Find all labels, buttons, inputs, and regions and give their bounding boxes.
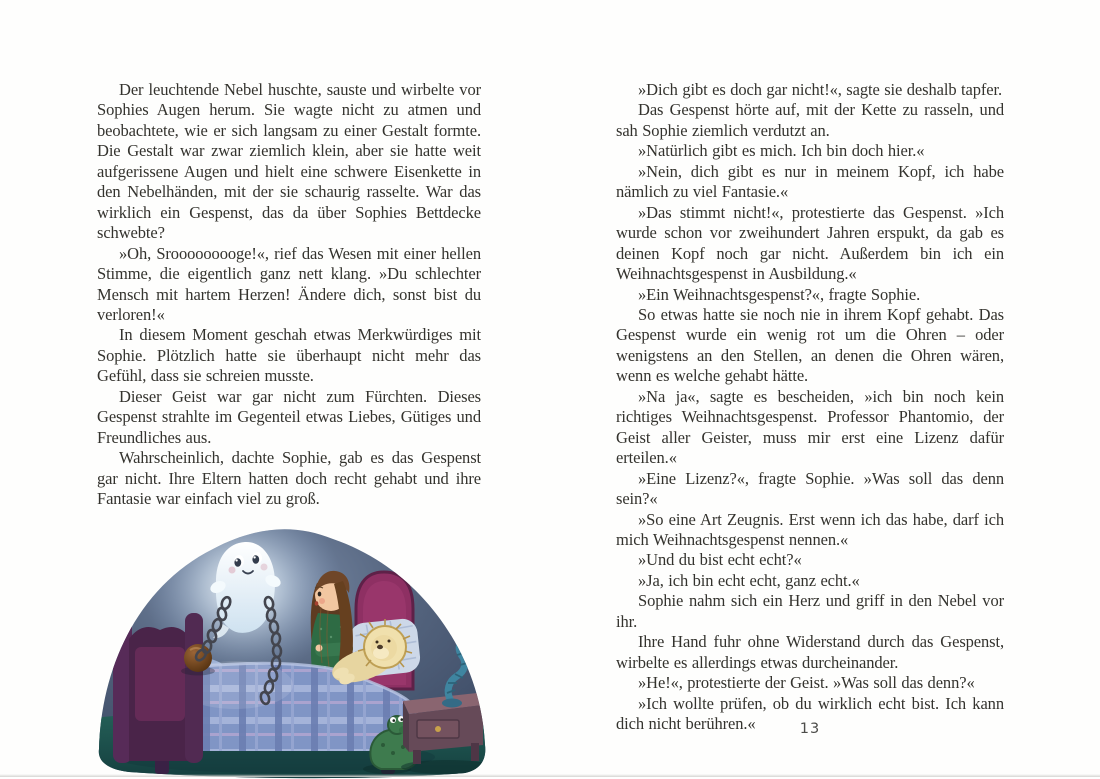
paragraph: »Ja, ich bin echt echt, ganz echt.« [638,570,860,590]
drawer-knob [435,726,441,732]
paragraph: »Natürlich gibt es mich. Ich bin doch hier.« [638,141,925,161]
paragraph: In diesem Moment geschah etwas Merkwürdiges mit Sophie. Plötzlich hatte sie überhaupt nicht mehr das Gefühl, dass sie schreien musste. [97,325,481,386]
ghost-cheek-left [229,567,236,574]
paragraph: »Ich wollte prüfen, ob du wirklich echt bist. Ich kann dich nicht berühren.« [616,693,1004,734]
paragraph: Ihre Hand fuhr ohne Widerstand durch das Gespenst, wirbelte es allerdings etwas durcheinander. [616,632,1004,672]
paragraph: »Na ja«, sagte es bescheiden, »ich bin noch kein richtiges Weihnachtsgespenst. Professor Phantomio, der Geist aller Geister, muss mir erst eine Lizenz dafür erteilen.« [616,386,1004,468]
ghost-cheek-right [261,564,268,571]
girl-hand [316,645,323,652]
ghost-eye-left [234,558,241,567]
paragraph: »He!«, protestierte der Geist. »Was soll das denn?« [638,673,975,693]
paragraph: »Eine Lizenz?«, fragte Sophie. »Was soll das denn sein?« [616,468,1004,509]
ghost-eye-right [252,555,259,564]
footboard [113,609,203,763]
left-page-text [97,80,481,510]
paragraph: Das Gespenst hörte auf, mit der Kette zu rasseln, und sah Sophie ziemlich verdutzt an. [616,100,1004,140]
paragraph: »So eine Art Zeugnis. Erst wenn ich das habe, darf ich mich Weihnachtsgespenst nennen.« [616,509,1004,549]
paragraph: »Das stimmt nicht!«, protestierte das Gespenst. »Ich wurde schon vor zweihundert Jahren erspukt, da gab es deinen Kopf noch gar nicht. Außerdem bin ich ein Weihnachtsgespenst in Ausbildung.« [616,202,1004,284]
paragraph: »Ein Weihnachtsgespenst?«, fragte Sophie. [638,284,921,304]
bedroom-illustration [85,517,505,779]
paragraph: »Dich gibt es doch gar nicht!«, sagte sie deshalb tapfer. [638,80,1002,99]
girl-blush [319,598,325,604]
paragraph: Dieser Geist war gar nicht zum Fürchten. Dieses Gespenst strahlte im Gegenteil etwas Liebes, Gütiges und Freundliches aus. [97,386,481,447]
paragraph: Der leuchtende Nebel huschte, sauste und wirbelte vor Sophies Augen herum. Sie wagte nicht zu atmen und beobachtete, wie er sich langsam zu einer Gestalt formte. Die Gestalt war zwar ziemlich klein, aber sie hatte weit aufgerissene Augen und hielt eine schwere Eisenkette in den Nebelhänden, mit der sie schaurig rasselte. War das wirklich ein Gespenst, das da über Sophies Bettdecke schwebte? [97,80,481,243]
paragraph: »Nein, dich gibt es nur in meinem Kopf, ich habe nämlich zu viel Fantasie.« [616,161,1004,202]
page-number: 13 [799,721,821,737]
paragraph: »Oh, Srooooooooge!«, rief das Wesen mit einer hellen Stimme, die eigentlich ganz nett klang. »Du schlechter Mensch mit hartem Herzen! Ändere dich, sonst bist du verloren!« [97,243,481,324]
right-page-text [616,80,1004,735]
night-room-dome [85,517,505,779]
girl-eye [318,592,322,597]
paragraph: So etwas hatte sie noch nie in ihrem Kopf gehabt. Das Gespenst wurde ein wenig rot um die Ohren – oder wenigstens an den Stellen, an denen die Ohren wären, wenn es welche gehabt hätte. [616,304,1004,386]
paragraph: Wahrscheinlich, dachte Sophie, gab es das Gespenst gar nicht. Ihre Eltern hatten doch recht gehabt und ihre Fantasie war einfach viel zu groß. [97,448,481,509]
girl-mouth [315,601,319,605]
paragraph: »Und du bist echt echt?« [638,550,802,570]
paragraph: Sophie nahm sich ein Herz und griff in den Nebel vor ihr. [616,591,1004,631]
